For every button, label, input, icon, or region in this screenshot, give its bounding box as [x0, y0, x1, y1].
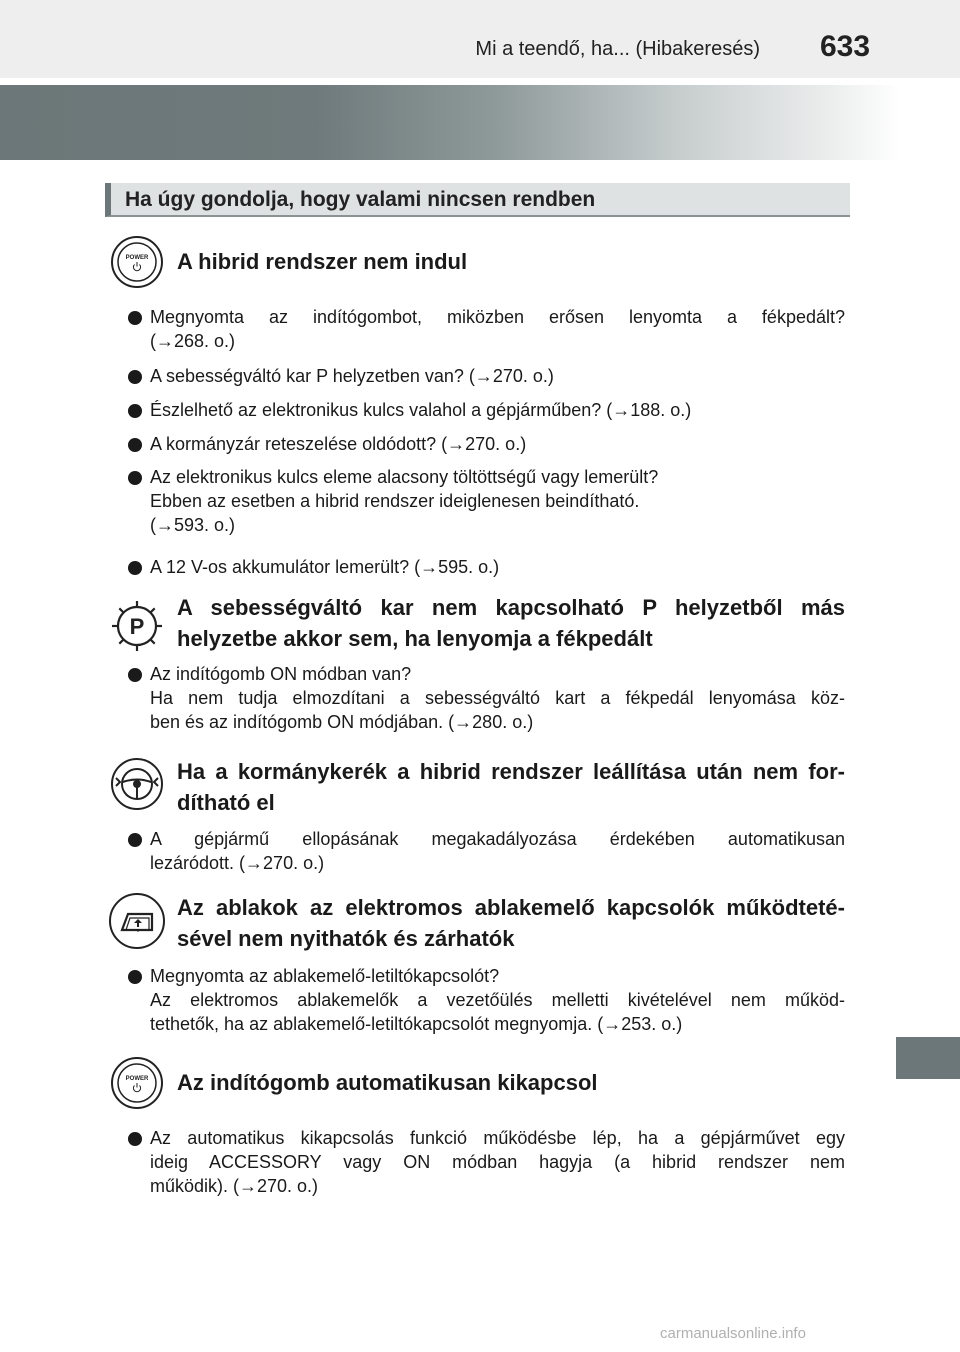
- bullet-dot: [128, 668, 142, 682]
- bullet-dot: [128, 561, 142, 575]
- bullet-dot: [128, 471, 142, 485]
- header-banner: [0, 85, 900, 160]
- chapter-title: Mi a teendő, ha... (Hibakeresés): [475, 38, 760, 60]
- block-3-title: Ha a kormánykerék a hibrid rendszer leállítása után nem for- dítható el: [177, 759, 845, 815]
- power-button-icon: [110, 235, 164, 289]
- power-window-icon: [108, 892, 166, 950]
- section-header: [105, 183, 850, 217]
- bullet-dot: [128, 311, 142, 325]
- bullet-dot: [128, 1132, 142, 1146]
- bullet-dot: [128, 404, 142, 418]
- shift-lock-p-icon: [107, 596, 167, 656]
- power-button-icon: [110, 1056, 164, 1110]
- block-4-title: Az ablakok az elektromos ablakemelő kapcsolók működteté- sével nem nyithatók és zárhatók: [177, 895, 845, 951]
- power-label: POWER: [125, 1076, 149, 1082]
- bullet-dot: [128, 438, 142, 452]
- page-number: 633: [819, 30, 871, 63]
- watermark: carmanualsonline.info: [660, 1325, 806, 1342]
- chapter-side-tab: [896, 1037, 960, 1079]
- bullet-dot: [128, 833, 142, 847]
- steering-wheel-lock-icon: [110, 757, 164, 811]
- section-title: Ha úgy gondolja, hogy valami nincsen rendben: [125, 188, 596, 211]
- block-2-title: A sebességváltó kar nem kapcsolható P helyzetből más helyzetbe akkor sem, ha lenyomja a fékpedált: [177, 595, 845, 651]
- bullet-dot: [128, 370, 142, 384]
- p-letter: P: [129, 614, 145, 639]
- bullet-dot: [128, 970, 142, 984]
- block-1-title: A hibrid rendszer nem indul: [177, 249, 468, 274]
- block-5-title: Az indítógomb automatikusan kikapcsol: [177, 1070, 598, 1095]
- power-label: POWER: [125, 255, 149, 261]
